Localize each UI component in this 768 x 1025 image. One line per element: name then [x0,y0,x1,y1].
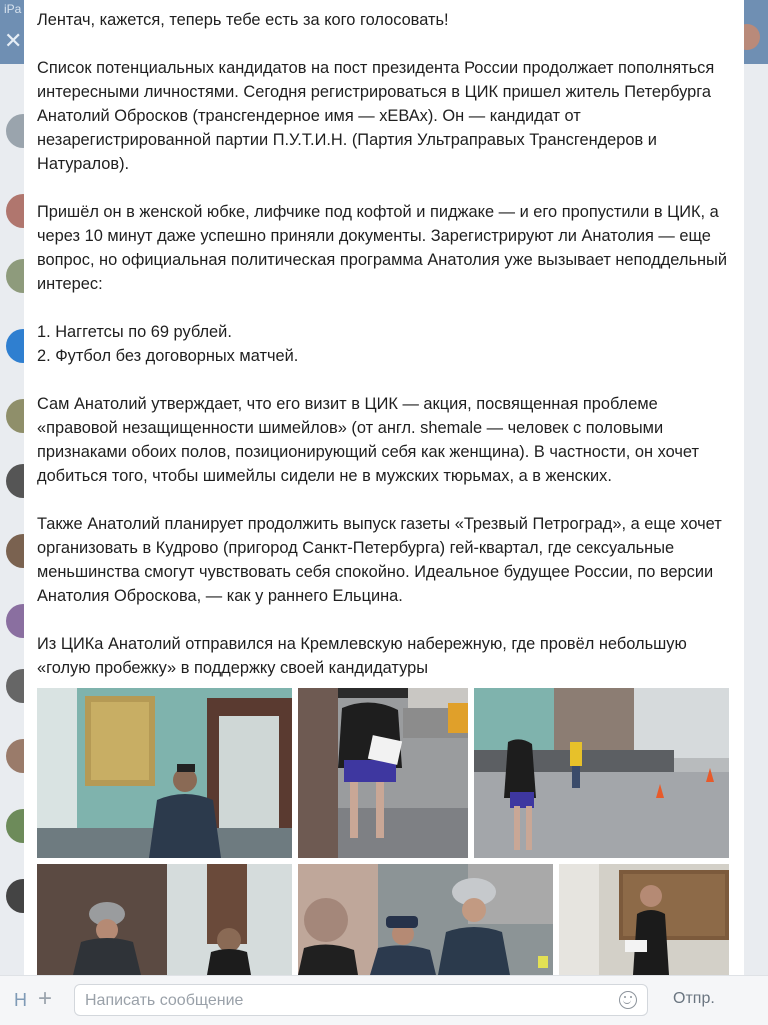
photo-thumbnail-icon [298,688,468,858]
message-input-box[interactable] [74,984,648,1016]
photo-thumbnail-icon [37,688,292,858]
photo-thumbnail-icon [37,864,292,975]
smile-icon[interactable] [619,991,637,1009]
background-dialog-list [0,64,24,984]
status-carrier: iPa [4,2,22,16]
photo-thumbnail-icon [559,864,729,975]
post-card [24,0,744,975]
post-paragraph: Список потенциальных кандидатов на пост президента России продолжает пополняться интересными личностями. Сегодня регистрироваться в ЦИК пришел житель Петербурга Анатолий Обросков (трансгендерное имя — хЕВАх). Он — кандидат от незарегистрированной партии П.У.Т.И.Н. (Партия Ультраправых Трансгендеров и Натуралов). [37,59,715,173]
photo-police-officers[interactable] [37,864,292,975]
photo-embankment-walk[interactable] [474,688,729,858]
post-paragraph: Из ЦИКа Анатолий отправился на Кремлевскую набережную, где провёл небольшую «голую пробежку» в поддержку своей кандидатуры [37,635,687,677]
photo-thumbnail-icon [298,864,553,975]
close-icon[interactable]: ✕ [4,28,23,53]
photo-walking-street-skirt[interactable] [298,688,468,858]
photo-thumbnail-icon [474,688,729,858]
post-paragraph: Сам Анатолий утверждает, что его визит в ЦИК — акция, посвященная проблеме «правовой незащищенности шимейлов» (от англ. shemale — человек с половыми признаками обоих полов, позиционирующий себя как женщина). В частности, он хочет добиться того, чтобы шимейлы сидели не в мужских тюрьмах, а в женских. [37,395,699,485]
post-text [37,8,737,680]
post-list-item: 2. Футбол без договорных матчей. [37,347,299,365]
post-list-item: 1. Наггетсы по 69 рублей. [37,323,232,341]
plus-icon[interactable]: + [38,985,53,1012]
post-paragraph: Пришёл он в женской юбке, лифчике под кофтой и пиджаке — и его пропустили в ЦИК, а через 10 минут даже успешно приняли документы. Зарегистрируют ли Анатолия — еще вопрос, но официальная политическая программа Анатолия уже вызывает неподдельный интерес: [37,203,727,293]
send-button[interactable]: Отпр. [673,990,715,1007]
photo-man-indoors-papers[interactable] [559,864,729,975]
photo-cik-entrance-man[interactable] [37,688,292,858]
message-input[interactable] [83,989,607,1013]
message-composer [0,975,768,1025]
post-paragraph: Лентач, кажется, теперь тебе есть за кого голосовать! [37,11,449,29]
post-paragraph: Также Анатолий планирует продолжить выпуск газеты «Трезвый Петроград», а еще хочет организовать в Кудрово (пригород Санкт-Петербурга) гей-квартал, где сексуальные меньшинства смогут чувствовать себя спокойно. Идеальное будущее России, по версии Анатолия Оброскова, — как у раннего Ельцина. [37,515,722,605]
background-letter: Н [14,990,27,1010]
photo-police-detention[interactable] [298,864,553,975]
